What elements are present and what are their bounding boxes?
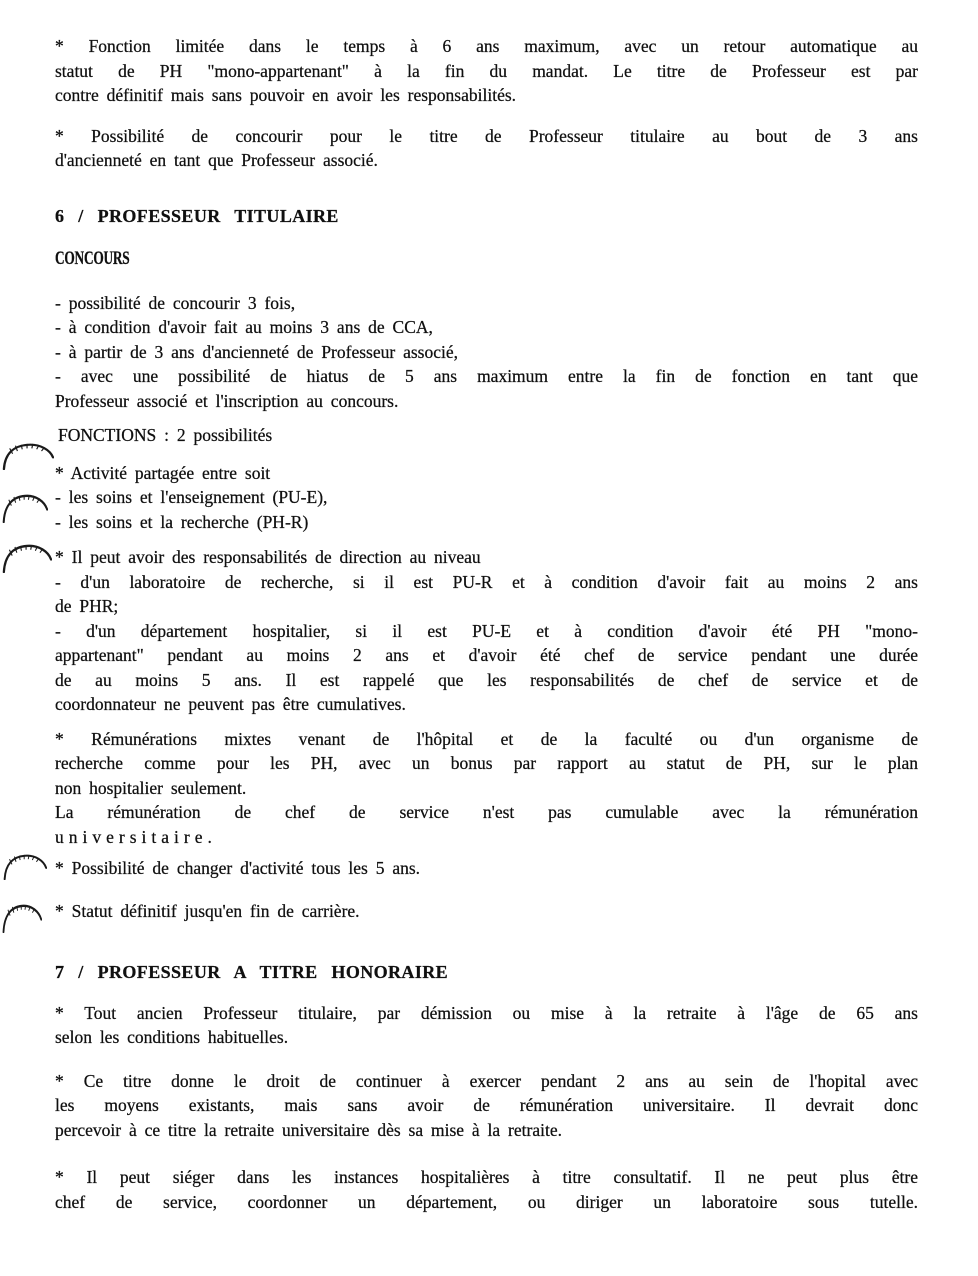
- para-sieger-instances: [55, 1165, 918, 1214]
- text-line: non hospitalier seulement.: [55, 777, 247, 798]
- text-line: * Activité partagée entre soit: [55, 462, 271, 483]
- text-line: * Il peut avoir des responsabilités de direction au niveau: [55, 547, 481, 567]
- text-line: * Possibilité de changer d'activité tous les 5 ans.: [55, 858, 421, 878]
- text-line: d'ancienneté en tant que Professeur associé.: [55, 150, 378, 170]
- para-activite-partagee: [55, 461, 918, 535]
- binding-mark-icon: [2, 443, 54, 470]
- text-line: de PHR;: [55, 596, 119, 616]
- text-line: les moyens existants, mais sans avoir de rémunération universitaire. Il devrait donc: [55, 1095, 918, 1115]
- text-line: * Ce titre donne le droit de continuer à exercer pendant 2 ans au sein de l'hopital avec: [55, 1070, 918, 1091]
- para-ancien-professeur: [55, 1001, 918, 1050]
- binding-mark-icon: [2, 494, 48, 523]
- text-line: recherche comme pour les PH, avec un bonus par rapport au statut de PH, sur le plan: [55, 753, 918, 773]
- text-line: - avec une possibilité de hiatus de 5 ans maximum entre la fin de fonction en tant que: [55, 366, 918, 386]
- para-responsabilites-direction: [55, 545, 918, 717]
- text-line: selon les conditions habituelles.: [55, 1027, 289, 1047]
- text-line: * Fonction limitée dans le temps à 6 ans maximum, avec un retour automatique au: [55, 36, 918, 56]
- binding-mark-icon: [3, 854, 47, 880]
- para-ce-titre: [55, 1069, 918, 1143]
- heading-professeur-titulaire: 6 / PROFESSEUR TITULAIRE: [55, 205, 339, 226]
- text-line: de au moins 5 ans. Il est rappelé que les responsabilités de chef de service et de: [55, 669, 918, 690]
- text-line: chef de service, coordonner un département, ou diriger un laboratoire sous tutelle.: [55, 1191, 918, 1212]
- text-line: Professeur associé et l'inscription au concours.: [55, 390, 399, 411]
- text-line: - à partir de 3 ans d'ancienneté de Professeur associé,: [55, 341, 458, 362]
- text-line: La rémunération de chef de service n'est pas cumulable avec la rémunération: [55, 802, 918, 822]
- text-line: universitaire.: [55, 826, 217, 847]
- para-remunerations-mixtes: [55, 727, 918, 850]
- text-line: - d'un laboratoire de recherche, si il est PU-R et à condition d'avoir fait au moins 2 ans: [55, 571, 918, 592]
- text-line: coordonnateur ne peuvent pas être cumulatives.: [55, 694, 406, 714]
- text-line: statut de PH "mono-appartenant" à la fin du mandat. Le titre de Professeur est par: [55, 60, 918, 81]
- text-line: * Rémunérations mixtes venant de l'hôpital et de la faculté ou d'un organisme de: [55, 728, 918, 749]
- text-line: FONCTIONS : 2 possibilités: [58, 425, 273, 445]
- text-line: * Possibilité de concourir pour le titre de Professeur titulaire au bout de 3 ans: [55, 125, 918, 146]
- text-line: * Tout ancien Professeur titulaire, par démission ou mise à la retraite à l'âge de 65 ans: [55, 1002, 918, 1023]
- binding-mark-icon: [2, 904, 42, 933]
- para-possibilite-concourir: [55, 124, 918, 173]
- para-changer-activite: [55, 856, 918, 881]
- text-line: - possibilité de concourir 3 fois,: [55, 292, 296, 313]
- list-concours-conditions: [55, 291, 918, 414]
- text-line: - d'un département hospitalier, si il est PU-E et à condition d'avoir été PH "mono-: [55, 620, 918, 641]
- document-content: [55, 34, 918, 1214]
- binding-mark-icon: [2, 544, 52, 573]
- para-fonction-limitee: [55, 34, 918, 108]
- text-line: - à condition d'avoir fait au moins 3 ans de CCA,: [55, 317, 433, 337]
- heading-professeur-honoraire: 7 / PROFESSEUR A TITRE HONORAIRE: [55, 962, 449, 982]
- subheading-concours: CONCOURS: [55, 249, 130, 269]
- text-line: contre définitif mais sans pouvoir en avoir les responsabilités.: [55, 85, 517, 105]
- text-line: - les soins et la recherche (PH-R): [55, 511, 309, 532]
- text-line: - les soins et l'enseignement (PU-E),: [55, 487, 328, 507]
- text-line: * Statut définitif jusqu'en fin de carrière.: [55, 900, 360, 921]
- text-line: percevoir à ce titre la retraite universitaire dès sa mise à la retraite.: [55, 1119, 562, 1140]
- text-line: * Il peut siéger dans les instances hospitalières à titre consultatif. Il ne peut plus être: [55, 1167, 918, 1187]
- text-line: appartenant" pendant au moins 2 ans et d'avoir été chef de service pendant une durée: [55, 645, 918, 665]
- label-fonctions: [55, 423, 918, 448]
- para-statut-definitif: [55, 899, 918, 924]
